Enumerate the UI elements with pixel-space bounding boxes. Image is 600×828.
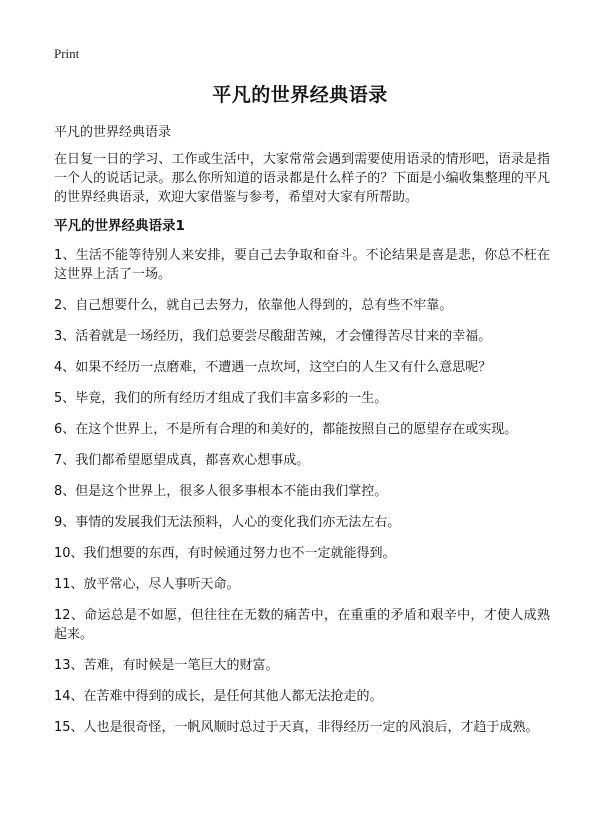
quote-item: 5、毕竟，我们的所有经历才组成了我们丰富多彩的一生。 [54,391,388,406]
quote-item: 2、自己想要什么，就自己去努力，依靠他人得到的，总有些不牢靠。 [54,298,453,313]
quote-item: 14、在苦难中得到的成长，是任何其他人都无法抢走的。 [54,689,383,704]
quote-list [54,246,550,749]
section-heading: 平凡的世界经典语录1 [54,218,185,234]
quote-item: 15、人也是很奇怪，一帆风顺时总过于天真，非得经历一定的风浪后，才趋于成熟。 [54,720,539,735]
intro-paragraph: 在日复一日的学习、工作或生活中，大家常常会遇到需要使用语录的情形吧，语录是指一个人的说话记录。那么你所知道的语录都是什么样子的？下面是小编收集整理的平凡的世界经典语录，欢迎大家借鉴与参考，希望对大家有所帮助。 [54,152,550,205]
quote-item: 9、事情的发展我们无法预料，人心的变化我们亦无法左右。 [54,515,401,530]
quote-item: 7、我们都希望愿望成真，都喜欢心想事成。 [54,453,310,468]
quote-item: 8、但是这个世界上，很多人很多事根本不能由我们掌控。 [54,484,388,499]
print-link[interactable]: Print [54,46,80,61]
quote-item: 4、如果不经历一点磨难，不遭遇一点坎坷，这空白的人生又有什么意思呢？ [54,360,492,375]
subtitle: 平凡的世界经典语录 [54,125,172,140]
quote-item: 13、苦难，有时候是一笔巨大的财富。 [54,658,279,673]
page-title: 平凡的世界经典语录 [212,84,388,106]
quote-item: 3、活着就是一场经历，我们总要尝尽酸甜苦辣，才会懂得苦尽甘来的幸福。 [54,329,492,344]
quote-item: 1、生活不能等待别人来安排，要自己去争取和奋斗。不论结果是喜是悲，你总不枉在这世界上活了一场。 [54,248,550,282]
quote-item: 6、在这个世界上，不是所有合理的和美好的，都能按照自己的愿望存在或实现。 [54,422,518,437]
quote-item: 10、我们想要的东西，有时候通过努力也不一定就能得到。 [54,546,396,561]
quote-item: 11、放平常心，尽人事听天命。 [54,577,240,592]
quote-item: 12、命运总是不如愿，但往往在无数的痛苦中，在重重的矛盾和艰辛中，才使人成熟起来。 [54,608,550,642]
